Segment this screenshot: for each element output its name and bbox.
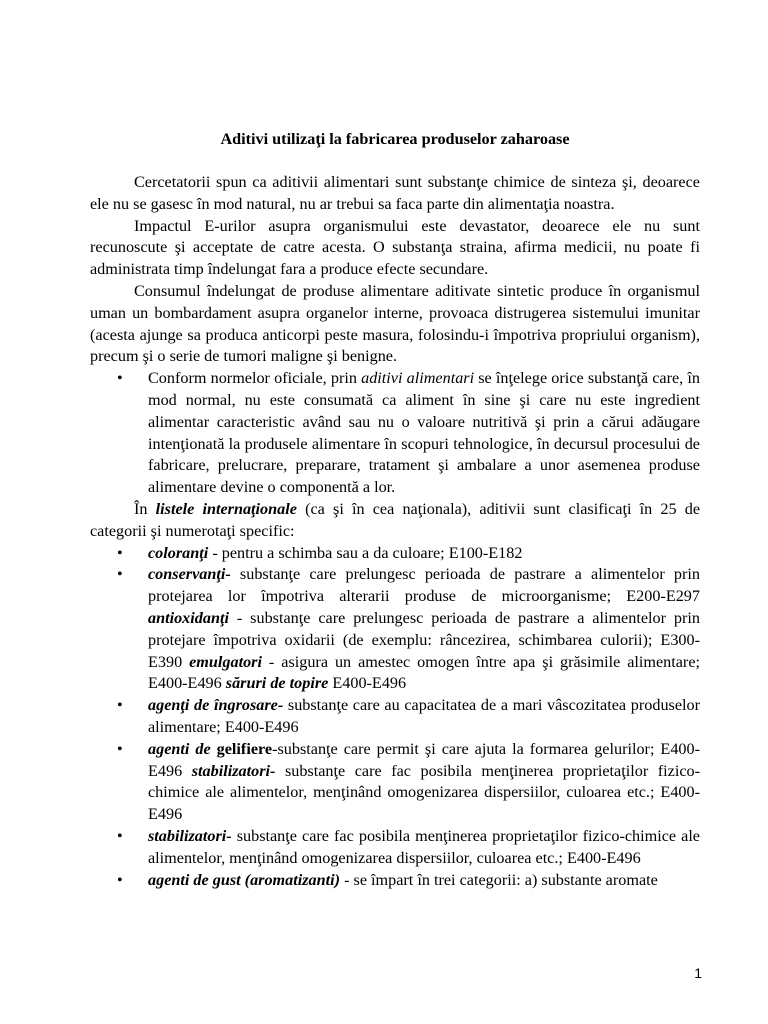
text-run: agenti de gust (aromatizanti) [148, 870, 341, 889]
definition-list [90, 368, 700, 499]
text-run: stabilizatori- [191, 761, 276, 780]
categories-list [90, 543, 700, 892]
text-run: - asigura un amestec omogen între apa şi grăsimile alimentare; E400-E496 [148, 652, 700, 693]
text-run: (ca şi în cea naţionala), aditivii sunt clasificaţi în 25 de categorii şi numerotaţi specific: [90, 499, 701, 540]
text-run: - pentru a schimba sau a da culoare; E100-E182 [208, 543, 523, 562]
text-run: emulgatori [189, 652, 262, 671]
text-run: se înţelege orice substanţă care, în mod normal, nu este consumată ca aliment în sine şi care nu este ingredient alimentar caracteristic având sau nu o valoare nutritivă şi prin a cărui adăugare intenţionată la produsele alimentare în scopuri tehnologice, în decursul procesului de fabricare, prelucrare, preparare, tratament şi ambalare a unor asemenea produse alimentare devine o componentă a lor. [148, 369, 700, 497]
text-run: stabilizatori- [148, 826, 232, 845]
text-run: săruri de topire [225, 674, 329, 693]
paragraph-classification [90, 499, 700, 543]
text-run: În [134, 499, 156, 518]
category-item-preservatives [90, 564, 700, 695]
text-run: -substanţe care permit şi care ajuta la formarea gelurilor; E400-E496 [148, 739, 700, 780]
text-run: - se împart în trei categorii: a) substante aromate [340, 870, 658, 889]
text-run: gelifiere [216, 739, 273, 758]
text-run: conservanţi- [148, 565, 231, 584]
text-run: aditivi alimentari [361, 369, 475, 388]
category-item-stabilizers [90, 826, 700, 870]
definition-item [90, 368, 700, 499]
category-item-colorants [90, 543, 700, 565]
text-run: substanţe care au capacitatea de a mari vâscozitatea produselor alimentare; E400-E496 [148, 696, 700, 736]
paragraph-researchers: Cercetatorii spun ca aditivii alimentari sunt substanţe chimice de sinteza şi, deoarece ele nu se gasesc în mod natural, nu ar trebui sa faca parte din alimentaţia noastra. [90, 173, 700, 213]
text-run: - substanţe care prelungesc perioada de pastrare a alimentelor prin protejare împotriva oxidarii (de exemplu: râncezirea, schimbarea culorii); E300-E390 [148, 608, 700, 671]
text-run: substanţe care fac posibila menţinerea proprietaţilor fizico-chimice ale alimentelor, menţinând omogenizarea dispersiilor, culoarea etc.; E400-E496 [148, 826, 700, 867]
text-run: agenti de [148, 739, 217, 758]
category-item-flavourings [90, 870, 700, 892]
text-run: Conform normelor oficiale, prin [148, 369, 362, 388]
text-run: coloranţi [148, 543, 209, 562]
page-number: 1 [694, 965, 702, 981]
paragraph-impact: Impactul E-urilor asupra organismului este devastator, deoarece ele nu sunt recunoscute şi acceptate de catre acesta. O substanţa straina, afirma medicii, nu poate fi administrata timp îndelungat fara a produce efecte secundare. [90, 216, 700, 279]
text-run: agenţi de îngrosare- [148, 696, 284, 715]
text-run: substanţe care fac posibila menţinerea proprietaţilor fizico-chimice ale alimentelor, menţinând omogenizarea dispersiilor, culoarea etc.; E400-E496 [148, 761, 700, 824]
category-item-thickeners [90, 695, 700, 739]
text-run: listele internaţionale [155, 499, 297, 518]
category-item-gelling-agents [90, 739, 700, 826]
text-run: antioxidanţi [148, 608, 229, 627]
document-title: Aditivi utilizaţi la fabricarea produselor zaharoase [220, 130, 570, 148]
text-run: substanţe care prelungesc perioada de pastrare a alimentelor prin protejarea lor împotriva alterarii produse de microorganisme; E200-E297 [148, 565, 700, 606]
paragraph-consumption: Consumul îndelungat de produse alimentare aditivate sintetic produce în organismul uman un bombardament asupra organelor interne, provoaca distrugerea sistemului imunitar (acesta ajunge sa produca anticorpi peste masura, folosindu-i împotriva propriului organism), precum şi o serie de tumori maligne şi benigne. [90, 281, 700, 366]
text-run: E400-E496 [328, 674, 407, 693]
document-body [90, 172, 700, 891]
